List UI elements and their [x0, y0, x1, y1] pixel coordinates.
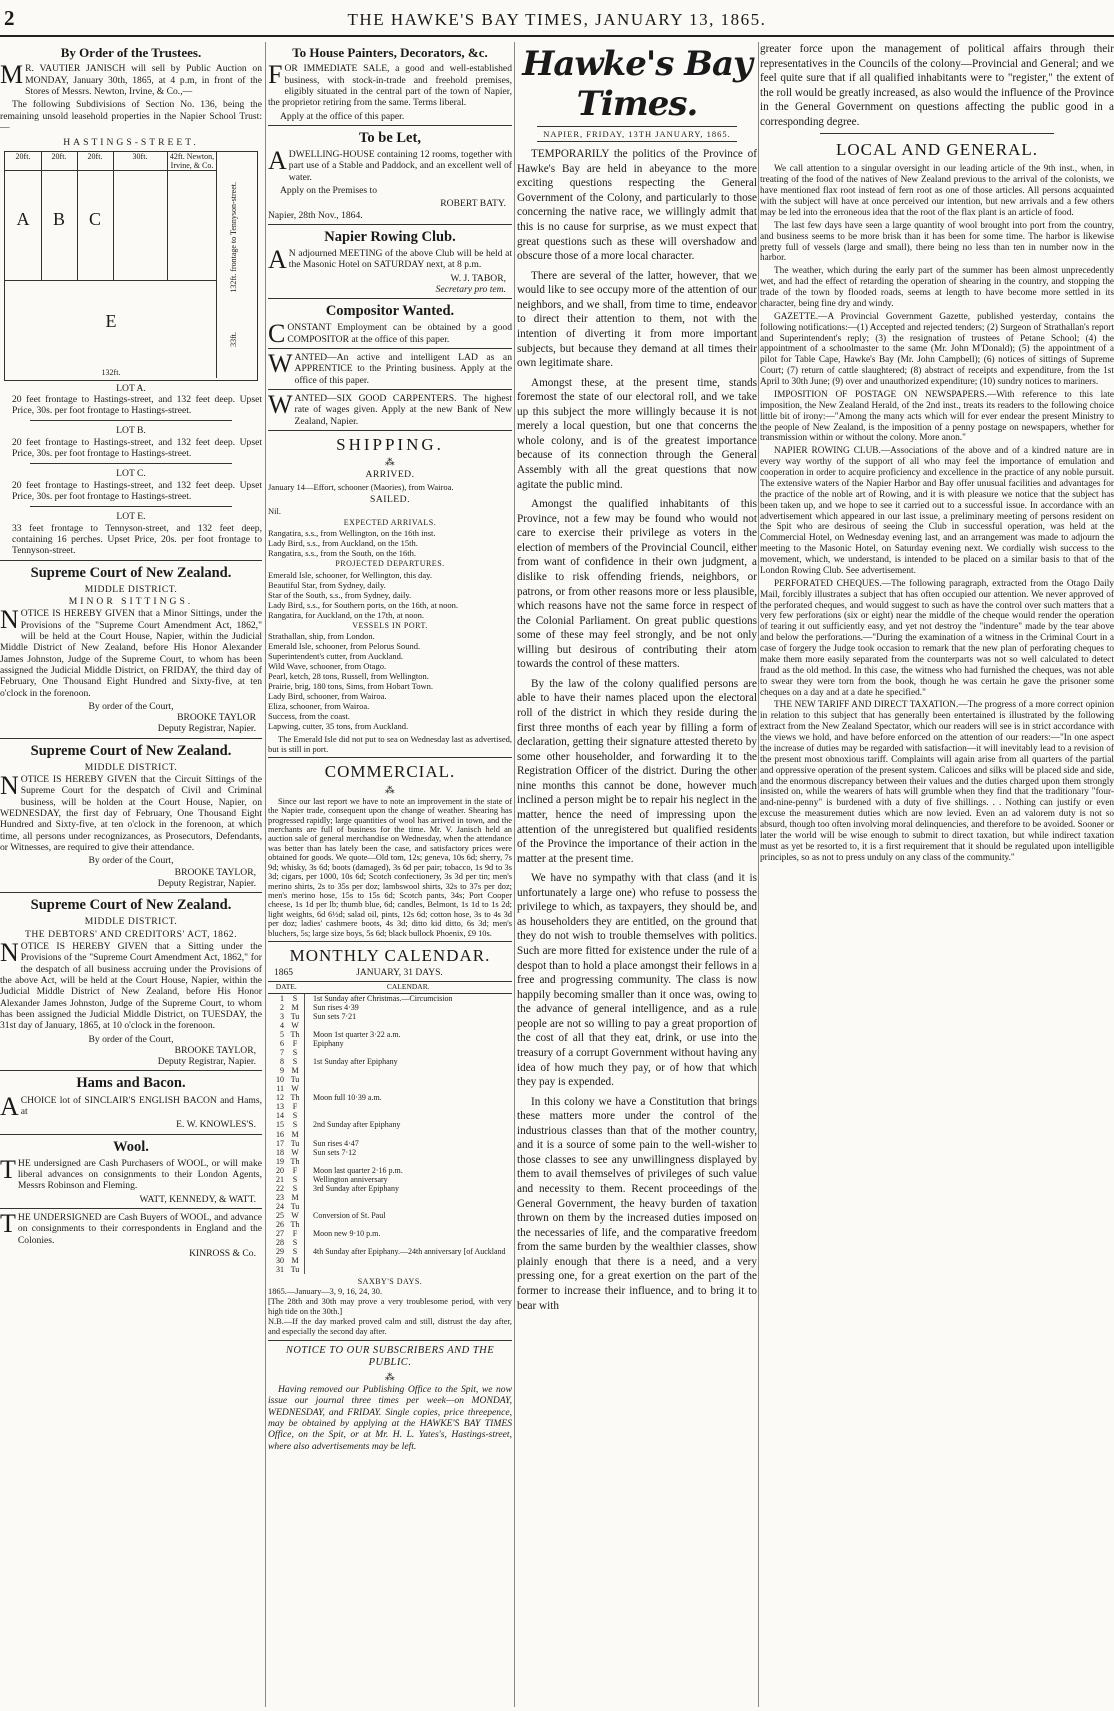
calendar-weekday: W	[286, 1148, 305, 1157]
calendar-event	[305, 1102, 513, 1111]
calendar-event: 1st Sunday after Epiphany	[313, 1057, 398, 1067]
calendar-row	[268, 1157, 512, 1166]
vessel-in-port: Strathallan, ship, from London.	[268, 631, 375, 642]
notice-to-subscribers: NOTICE TO OUR SUBSCRIBERS AND THE PUBLIC. ⁂ Having removed our Publishing Office to the Spit, we now issue our journal three times per week—on MONDAY, WEDNESDAY, and FRIDAY. Single copies, price threepence, may be obtained by applying at the HAWKE'S BAY TIMES Office, on the Spit, or at Mr. H. L. Yates's, Hastings-street, where also advertisements may be left.	[268, 1344, 512, 1452]
editorial-paragraph: There are several of the latter, however, that we would like to see occupy more of the attention of our neighbors, and we shall, from time to time, endeavor to direct their attention to them, not with the intention of diverting it from more important subjects, but because they demand at all times their own legitimate share.	[517, 269, 757, 370]
calendar-row	[268, 1111, 512, 1120]
calendar-event: Moon full 10·39 a.m.	[313, 1093, 382, 1103]
calendar-weekday: S	[286, 994, 305, 1004]
calendar-weekday: Tu	[286, 1012, 305, 1021]
news-item: PERFORATED CHEQUES.—The following paragraph, extracted from the Otago Daily Mail, forcibly illustrates a subject that has often occupied our attention. We never approved of the perforated cheques, and would suggest to such as have the control over such matters that a very few perforations (six or eight) near the middle of the cheque would render the operation of tearing it out sufficiently easy, and yet not destroy the "indenture" made by the tear above and below the perforations.—"During the examination of a witness in the Criminal Court in a case of forgery the Judge took occasion to remark that the new plan of perforating cheques to make them more easily separated from the counterparts was not so well calculated to detect fraud as the old method. In this case, the witness who had furnished the cheques, was not able to swear they were torn from the book, though he was certain he gave the prisoner some cheques on a day and at a date he specified."	[760, 578, 1114, 698]
calendar-day: 31	[276, 1264, 284, 1274]
calendar-event	[305, 1111, 513, 1120]
newspaper-nameplate: Hawke's Bay Times.	[522, 44, 752, 125]
calendar-weekday: S	[286, 1184, 305, 1193]
calendar-row	[268, 1102, 512, 1111]
calendar-row	[268, 1139, 512, 1148]
expected-arrival: Lady Bird, s.s., from Auckland, on the 15th.	[268, 538, 418, 549]
ad-rowing-club: Napier Rowing Club. A N adjourned MEETING of the above Club will be held at the Masonic Hotel on SATURDAY next, at 8 p.m. W. J. TABOR, Secretary pro tem.	[268, 228, 512, 295]
column-rule	[265, 42, 266, 1707]
calendar-row	[268, 1229, 512, 1238]
trustees-body: M R. VAUTIER JANISCH will sell by Public Auction on MONDAY, January 30th, 1865, at 4 p.m, in front of the Stores of Messrs. Newton, Irvine, & Co.,—	[0, 60, 262, 97]
calendar-weekday: S	[286, 1048, 305, 1057]
masthead	[0, 0, 1114, 40]
calendar-row	[268, 1084, 512, 1093]
calendar-weekday: S	[286, 1057, 305, 1066]
calendar-event: Moon 1st quarter 3·22 a.m.	[313, 1030, 401, 1040]
calendar-event: 1st Sunday after Christmas.—Circumcision	[313, 994, 453, 1004]
editorial-paragraph: By the law of the colony qualified persons are able to have their names placed upon the electoral roll of the district in which they reside during the first three months of each year by filling a form of declaration, getting their signature attested thereto by some other householder, and forwarding it to the Registration Officer of the district. During the other nine months this cannot be done, however much inclined a person might be to repair his neglect in the matter, hence the need of impressing upon the attention of the unregistered but qualified residents of the Province the importance of their action in the matter at the present time.	[517, 677, 757, 865]
calendar-day: 29	[276, 1246, 284, 1256]
vessel-in-port: Pearl, ketch, 28 tons, Russell, from Wellington.	[268, 671, 429, 682]
news-item: GAZETTE.—A Provincial Government Gazette, published yesterday, contains the following notifications:—(1) Accepted and rejected tenders; (2) Surgeon of Strathallan's report and Superintendent's reply; (3) the resignation of trustees of Petane School; (4) the appointment of a schoolmaster to the same (Mr. John M'Donald); (5) the appointment of a pilot for Table Cape, Hawke's Bay (Mr. John Campbell); (6) notices of sittings of Supreme Court; (7) return of cattle slaughtered; (8) abstract of receipts and expenditure, from the 1st April to 30th June; (9) over and unauthorized expenditure; (10) sundry notices to mariners.	[760, 311, 1114, 388]
court-notice-circuit-sittings: Supreme Court of New Zealand. MIDDLE DISTRICT. NOTICE IS HEREBY GIVEN that the Circuit Sittings of the Supreme Court for the despatch of Civil and Criminal business, will be holden at the Court House, Napier, on WEDNESDAY, the first day of February, One Thousand Eight Hundred and Sixty-five, at ten o'clock in the forenoon, at which time, all persons under recognizances, as Prosecutors, Defendants, or Witnesses, are required to give their attendance. By order of the Court, BROOKE TAYLOR, Deputy Registrar, Napier.	[0, 742, 262, 889]
page-number: 2	[4, 6, 15, 30]
ad-house-painters: To House Painters, Decorators, &c. FOR IMMEDIATE SALE, a good and well-established business, with stock-in-trade and freehold premises, eligibly situated in the central part of the town of Napier, the proprietor retiring from the same. Terms liberal. Apply at the office of this paper.	[268, 45, 512, 122]
projected-departure: Lady Bird, s.s., for Southern ports, on the 16th, at noon.	[268, 599, 459, 610]
calendar-event: Sun sets 7·12	[313, 1147, 357, 1157]
calendar-row	[268, 1175, 512, 1184]
calendar-event	[305, 1193, 513, 1202]
calendar-day: 30	[276, 1255, 284, 1265]
calendar-day: 13	[276, 1102, 284, 1112]
calendar-day: 21	[276, 1174, 284, 1184]
calendar-weekday: S	[286, 1238, 305, 1247]
calendar-row	[268, 1193, 512, 1202]
expected-arrival: Rangatira, s.s., from the South, on the 16th.	[268, 548, 417, 559]
calendar-weekday: Th	[286, 1220, 305, 1229]
calendar-event: Sun rises 4·47	[313, 1138, 359, 1148]
news-item: The last few days have seen a large quantity of wool brought into port from the country, and business seems to be more brisk than it has been for some time. The harbor is likewise pretty full of vessels (large and small), there being no less than ten in number now in the harbor.	[760, 220, 1114, 264]
calendar-weekday: M	[286, 1003, 305, 1012]
news-item: IMPOSITION OF POSTAGE ON NEWSPAPERS.—With reference to this late imposition, the New Zealand Herald, of the 2nd inst., treats its readers to the following choice little bit of irony:—"Among the many acts which will for ever endear the present Ministry to the people of New Zealand, is the imposition of a penny postage on newspapers, whether for transmission within or without the colony. More anon."	[760, 389, 1114, 444]
calendar-day: 27	[276, 1228, 284, 1238]
projected-departure: Beautiful Star, from Sydney, daily.	[268, 579, 386, 590]
masthead-rule	[0, 35, 1114, 37]
calendar-weekday: Tu	[286, 1075, 305, 1084]
calendar-event	[305, 1048, 513, 1057]
calendar-day: 19	[276, 1156, 284, 1166]
calendar-day: 8	[280, 1057, 284, 1067]
projected-departure: Star of the South, s.s., from Sydney, daily.	[268, 589, 412, 600]
column-2	[268, 42, 512, 1707]
ad-carpenters: WANTED—SIX GOOD CARPENTERS. The highest rate of wages given. Apply at the new Bank of New Zealand, Napier.	[268, 389, 512, 427]
calendar-day: 12	[276, 1093, 284, 1103]
editorial-continuation: greater force upon the management of political affairs through their representatives in the Councils of the colony—Provincial and General; and we feel quite sure that if all qualified inhabitants were to "register," the extent of the roll would be greatly increased, as also would the influence of the Province in the General Government on questions affecting the public good in a corresponding degree.	[760, 43, 1114, 128]
calendar-event	[305, 1202, 513, 1211]
local-and-general-title: LOCAL AND GENERAL.	[836, 140, 1038, 160]
calendar-weekday: F	[286, 1229, 305, 1238]
calendar-day: 7	[280, 1048, 284, 1058]
calendar-event	[305, 1130, 513, 1139]
editorial-paragraph: We have no sympathy with that class (and it is unfortunately a large one) who refuse to possess the privilege to which, as taxpayers, they should be, and as householders they are entitled, on the ground that they do not wish to trouble themselves with politics. Such are more fitted for existence under the rule of a despot than to hold a place amongst their fellows in a free and progressing community. The class is now happily becoming smaller than it once was, owing to the advance of general intelligence, and as a rule people are not so willing to pay a great proportion of the cost of all that they eat, drink, or use into the treasury of a corrupt Government without having any idea of how much they pay, or of how that which they pay is expended.	[517, 872, 757, 1089]
ad-compositor: Compositor Wanted. CONSTANT Employment can be obtained by a good COMPOSITOR at the office of this paper.	[268, 303, 512, 349]
calendar-event	[305, 1066, 513, 1075]
column-rule	[514, 42, 515, 1707]
court-notice-minor-sittings: Supreme Court of New Zealand. MIDDLE DISTRICT. MINOR SITTINGS. NOTICE IS HEREBY GIVEN that a Minor Sittings, under the Provisions of the "Supreme Court Amendment Act, 1862," will be held at the Court House, Napier, within the Judicial Middle District of New Zealand, before His Honor Alexander James Johnston, Judge of the Supreme Court, to whom has been assigned the Judicial Middle District, on FRIDAY, the third day of February, One Thousand Eight Hundred and Sixty-five, at ten o'clock in the forenoon. By order of the Court, BROOKE TAYLOR Deputy Registrar, Napier.	[0, 564, 262, 735]
calendar-event: 2nd Sunday after Epiphany	[313, 1120, 401, 1130]
news-item: The weather, which during the early part of the summer has been almost unprecedently wet, and had the effect of retarding the operation of shearing in the country, and stopping the trade of the town by flooded roads, seems at length to have become more settled in its character, being fine dry and windy.	[760, 266, 1114, 309]
vessel-in-port: Prairie, brig, 180 tons, Sims, from Hobart Town.	[268, 681, 433, 692]
calendar-weekday: F	[286, 1166, 305, 1175]
calendar-weekday: Th	[286, 1093, 305, 1102]
calendar-weekday: Th	[286, 1157, 305, 1166]
calendar-event: Sun sets 7·21	[313, 1012, 357, 1022]
calendar-weekday: M	[286, 1256, 305, 1265]
calendar-row	[268, 1130, 512, 1139]
calendar-weekday: M	[286, 1130, 305, 1139]
vessel-in-port: Emerald Isle, schooner, from Pelorus Sound.	[268, 641, 421, 652]
calendar-day: 17	[276, 1138, 284, 1148]
calendar-row	[268, 1093, 512, 1102]
calendar-row	[268, 1184, 512, 1193]
calendar-day: 16	[276, 1129, 284, 1139]
calendar-row	[268, 1075, 512, 1084]
news-item: We call attention to a singular oversight in our leading article of the 9th inst., when, in treating of the food of the natives of New Zealand previous to the arrival of the colonists, we have mentioned flax root instead of fern root as one of those articles. All persons acquainted with the subject will have at once perceived our intention, but new arrivals and a few others may be led into the erroneous idea that the root of the flax plant is an article of food.	[760, 164, 1114, 218]
calendar-month: JANUARY, 31 DAYS.	[356, 967, 443, 978]
monthly-calendar: MONTHLY CALENDAR. 1865 JANUARY, 31 DAYS. DATE. CALENDAR. 1 S 1st Sunday after Christmas.—Circumcision 2 M Sun rises 4·39 3 Tu Sun sets 7·21 4 W 5 Th Moon 1st quarter 3·22 a.m. 6 F Epiphany 7 S 8 S 1st Sunday after Epiphany 9 M 10 Tu 11 W 12 Th Moon full 10·39 a.m. 13 F 14 S 15 S 2nd Sunday after Epiphany 16 M 17 Tu Sun rises 4·47 18 W Sun sets 7·12 19 Th 20 F Moon last quarter 2·16 p.m. 21 S Wellington anniversary 22 S 3rd Sunday after Epiphany 23 M 24 Tu 25 W Conversion of St. Paul 26 Th 27 F Moon new 9·10 p.m. 28 S 29 S 4th Sunday after Epiphany.—24th anniversary [of Auckland 30 M 31 Tu SAXBY'S DAYS. 1865.—January—3, 9, 16, 24, 30. [The 28th and 30th may prove a very troublesome period, with very high tide on the 30th.] N.B.—If the day marked proved calm and still, distrust the day after, and especially the second day after.	[268, 945, 512, 1337]
column-3	[517, 42, 757, 1707]
calendar-event: Moon last quarter 2·16 p.m.	[313, 1165, 403, 1175]
calendar-weekday: M	[286, 1066, 305, 1075]
calendar-day: 11	[276, 1084, 284, 1094]
trustees-title: By Order of the Trustees.	[60, 45, 202, 60]
expected-arrival: Rangatira, s.s., from Wellington, on the 16th inst.	[268, 528, 436, 539]
local-and-general	[760, 164, 1114, 863]
calendar-row	[268, 1238, 512, 1247]
calendar-event	[305, 1220, 513, 1229]
calendar-weekday: S	[286, 1247, 305, 1256]
running-title: THE HAWKE'S BAY TIMES, JANUARY 13, 1865.	[347, 10, 767, 29]
vessel-in-port: Lapwing, cutter, 35 tons, from Auckland.	[268, 721, 409, 732]
calendar-day: 24	[276, 1201, 284, 1211]
plan-side-frontage: 132ft. frontage to Tennyson-street. 33ft.	[216, 152, 257, 378]
column-rule	[758, 42, 759, 1707]
vessel-in-port: Eliza, schooner, from Wairoa.	[268, 701, 370, 712]
calendar-event	[305, 1265, 513, 1274]
calendar-event: Moon new 9·10 p.m.	[313, 1228, 381, 1238]
lot-c: LOT C. 20 feet frontage to Hastings-street, and 132 feet deep. Upset Price, 30s. per foot frontage to Hastings-street.	[12, 468, 262, 503]
plan-lot-e: E 132ft.	[5, 280, 217, 379]
calendar-row	[268, 1039, 512, 1048]
calendar-day: 1	[280, 994, 284, 1004]
column-1	[0, 42, 262, 1707]
news-item: NAPIER ROWING CLUB.—Associations of the above and of a kindred nature are in every way worthy of the support of all who may feel the importance of emulation and cooperation in order to acquire proficiency and excellence in the practice of any noble pursuit. The extensive waters of the Napier Harbor and Bay offer unusual facilities and advantages for the practice of the noble art of Rowing, and it is with pleasure we notice that the subject has been taken up, and we hope to see it carried out to a successful issue. In accordance with an advertisement which appeared in our last issue, a preliminary meeting of persons resident on the Spit who are desirous of seeing the Club in successful operation, was held at the Commercial Hotel, on Wednesday evening last, and an arrangement was made to adjourn the meeting to the Masonic Hotel, on Saturday evening next. We cordially wish success to the movement, which, we understand, is intended to be placed on a similar basis to that of the London Rowing Club. See advertisement.	[760, 446, 1114, 576]
calendar-day: 5	[280, 1030, 284, 1040]
calendar-row	[268, 1120, 512, 1129]
calendar-event	[305, 1157, 513, 1166]
calendar-event: 3rd Sunday after Epiphany	[313, 1183, 399, 1193]
calendar-event: Conversion of St. Paul	[313, 1210, 386, 1220]
vessel-in-port: Success, from the coast.	[268, 711, 350, 722]
calendar-weekday: Tu	[286, 1202, 305, 1211]
plan-cell: 20ft. C	[77, 152, 114, 280]
calendar-year: 1865	[274, 967, 293, 978]
editorial-paragraph: TEMPORARILY the politics of the Province of Hawke's Bay are held in abeyance to the more exciting questions respecting the General Government of the Colony, and particularly to those concerning the native race, we willingly admit that this is no cause for surprise, as we must expect that great questions such as these will overshadow and obscure those of a more local character.	[517, 148, 757, 263]
court-notice-debtors-act: Supreme Court of New Zealand. MIDDLE DISTRICT. THE DEBTORS' AND CREDITORS' ACT, 1862. NOTICE IS HEREBY GIVEN that a Sitting under the Provisions of the "Supreme Court Amendment Act, 1862," for the despatch of all business accruing under the Provisions of the above Act, will be held at the Court House, Napier, within the Judicial Middle District of New Zealand, before His Honor Alexander James Johnston, Judge of the Supreme Court, to whom has been assigned the Judicial Middle District, on TUESDAY, the 31st day of January, 1865, at 10 o'clock in the forenoon. By order of the Court, BROOKE TAYLOR, Deputy Registrar, Napier.	[0, 897, 262, 1068]
dateline: NAPIER, FRIDAY, 13TH JANUARY, 1865.	[543, 129, 731, 140]
calendar-day: 23	[276, 1192, 284, 1202]
trustees-body-2: The following Subdivisions of Section No. 136, being the remaining unsold leasehold properties in the Napier School Trust:—	[0, 99, 262, 133]
calendar-row	[268, 1265, 512, 1274]
calendar-row	[268, 1021, 512, 1030]
ad-hams-bacon: Hams and Bacon. ACHOICE lot of SINCLAIR'S ENGLISH BACON and Hams, at E. W. KNOWLES'S.	[0, 1075, 262, 1131]
calendar-weekday: M	[286, 1193, 305, 1202]
plan-cell: 20ft. B	[41, 152, 78, 280]
vessel-in-port: Superintendent's cutter, from Auckland.	[268, 651, 404, 662]
calendar-day: 2	[280, 1003, 284, 1013]
editorial	[517, 147, 757, 1313]
calendar-row	[268, 1211, 512, 1220]
calendar-weekday: Th	[286, 1030, 305, 1039]
calendar-row	[268, 1030, 512, 1039]
news-item: THE NEW TARIFF AND DIRECT TAXATION.—The progress of a more correct opinion in relation to this subject that has generally been entertained is illustrated by the following extract from the New Zealand Spectator, which our readers will see is in strict accordance with the views we hold, and have before enforced on the attention of our readers:—"In one aspect the increase of duties may be regarded with satisfaction—it will inevitably lead to a revision of the present most obnoxious tariff. Complaints will again arise from all quarters of the partial and oppressive operation of the present system. Calicoes and silks will be placed side and side, and the enormous discrepancy between their values and the duties charged upon them strongly insisted on, while the wearers of hats will grumble when they find that the traditionary "four-and-nine-penny" is burdened with a duty of five shillings. . . Nothing can justify or even excuse the measurement duties which are now levied. Even an ad valorem duty is not so absurd, though too often involving moral delinquencies, and therefore to be avoided. Sooner or later the world will be wise enough to submit to direct taxation, but while indirect taxation must as yet be resorted to, it is a first requirement that it should be regulated upon intelligible principles, so as not to press unduly on any class of the community."	[760, 700, 1114, 863]
calendar-day: 10	[276, 1075, 284, 1085]
column-4	[760, 42, 1114, 1707]
calendar-event	[305, 1021, 513, 1030]
calendar-day: 20	[276, 1165, 284, 1175]
calendar-day: 18	[276, 1147, 284, 1157]
calendar-event: Wellington anniversary	[313, 1174, 388, 1184]
calendar-weekday: S	[286, 1120, 305, 1129]
lot-a: LOT A. 20 feet frontage to Hastings-street, and 132 feet deep. Upset Price, 30s. per foot frontage to Hastings-street.	[12, 382, 262, 417]
calendar-weekday: W	[286, 1021, 305, 1030]
calendar-row	[268, 1148, 512, 1157]
calendar-event	[305, 1256, 513, 1265]
shipping-section: SHIPPING. ⁂ ARRIVED. January 14—Effort, schooner (Maories), from Wairoa. SAILED. Nil. EXPECTED ARRIVALS. Rangatira, s.s., from Wellington, on the 16th inst. Lady Bird, s.s., from Auckland, on the 15th. Rangatira, s.s., from the South, on the 16th. PROJECTED DEPARTURES. Emerald Isle, schooner, for Wellington, this day. Beautiful Star, from Sydney, daily. Star of the South, s.s., from Sydney, daily. Lady Bird, s.s., for Southern ports, on the 16th, at noon. Rangatira, for Auckland, on the 17th, at noon. VESSELS IN PORT. Strathallan, ship, from London. Emerald Isle, schooner, from Pelorus Sound. Superintendent's cutter, from Auckland. Wild Wave, schooner, from Otago. Pearl, ketch, 28 tons, Russell, from Wellington. Prairie, brig, 180 tons, Sims, from Hobart Town. Lady Bird, schooner, from Wairoa. Eliza, schooner, from Wairoa. Success, from the coast. Lapwing, cutter, 35 tons, from Auckland. The Emerald Isle did not put to sea on Wednesday last as advertised, but is still in port.	[268, 434, 512, 755]
calendar-day: 9	[280, 1066, 284, 1076]
editorial-paragraph: Amongst the qualified inhabitants of this Province, not a few may be found who would not care to exercise their privilege as voters in the election of members of the Provincial Council, either from want of confidence in their own judgment, a dislike to risk offending friends, neighbors, or patrons, or from other reasons more or less plausible, which reasons have not the same force in respect of the Colonial Parliament. On great public questions some of these may feel strongly, and be not only willing but desirous of contributing their atom towards the control of these matters.	[517, 498, 757, 671]
ad-apprentice: WANTED—An active and intelligent LAD as an APPRENTICE to the Printing business. Apply at the office of this paper.	[268, 348, 512, 386]
calendar-weekday: Tu	[286, 1265, 305, 1274]
calendar-day: 26	[276, 1219, 284, 1229]
calendar-weekday: F	[286, 1039, 305, 1048]
plan-cell: 42ft. Newton, Irvine, & Co.	[167, 152, 217, 280]
calendar-event: Epiphany	[313, 1039, 344, 1049]
editorial-paragraph: Amongst these, at the present time, stands foremost the state of our electoral roll, and we take up this subject the more willingly because it is not merely a local question, but one that concerns the whole colony, and is of the greatest importance because of its connection through the General Assembly with all the great questions that now agitate the public mind.	[517, 376, 757, 491]
calendar-rows	[268, 994, 512, 1274]
vessel-in-port: Wild Wave, schooner, from Otago.	[268, 661, 387, 672]
calendar-weekday: F	[286, 1102, 305, 1111]
lot-plan	[4, 151, 258, 381]
calendar-row	[268, 1202, 512, 1211]
street-label: HASTINGS-STREET.	[63, 137, 199, 149]
calendar-event	[305, 1075, 513, 1084]
commercial-section: COMMERCIAL. ⁂ Since our last report we have to note an improvement in the state of the Napier trade, consequent upon the change of weather. Shearing has progressed rapidly; large quantities of wool has arrived in town, and the merchants are full of business for the time. Mr. V. Janisch held an auction sale of general merchandise on Wednesday, when the attendance was better than has lately been the case, and satisfactory prices were obtained for goods. We quote—Old tom, 12s; geneva, 10s 6d; sherry, 7s 9d; whisky, 3s 6d; boots (damaged), 3s 6d per pair; tobacco, 1s 9d to 3s 3d; cigars, per 1000, 10s 6d; Scotch confectionery, 3s 3d per tin; men's merino shirts, 2s to 35s per doz; lambswool shirts, 32s to 37s per doz; men's merino hose, 15s to 15s 6d; Scotch pants, 34s; Port Cooper cheese, 1s 1d per lb; thumb blue, 6d; candles, Belmont, 1s 1d to 1s 2d; light weights, 6d 6½d; salad oil, pints, 12s 6d; cotton hose, 3s to 4s 3d per doz; ladies' cashmere boots, 4s 3d; ditto kid ditto, 6s 3d; men's bluchers, 5s; large size boys, 5s 6d; black bullock Phoenix, £9 10s.	[268, 762, 512, 938]
calendar-day: 15	[276, 1120, 284, 1130]
lot-b: LOT B. 20 feet frontage to Hastings-street, and 132 feet deep. Upset Price, 30s. per foot frontage to Hastings-street.	[12, 425, 262, 460]
calendar-day: 22	[276, 1183, 284, 1193]
calendar-day: 6	[280, 1039, 284, 1049]
calendar-row	[268, 1256, 512, 1265]
calendar-event	[305, 1084, 513, 1093]
calendar-day: 25	[276, 1210, 284, 1220]
calendar-weekday: W	[286, 1084, 305, 1093]
plan-cell: 30ft.	[113, 152, 168, 280]
calendar-event: Sun rises 4·39	[313, 1003, 359, 1013]
calendar-row	[268, 1066, 512, 1075]
calendar-event	[305, 1238, 513, 1247]
calendar-day: 4	[280, 1021, 284, 1031]
calendar-weekday: S	[286, 1111, 305, 1120]
calendar-row	[268, 1012, 512, 1021]
plan-cell: 20ft. A	[5, 152, 42, 280]
ad-to-be-let: To be Let, ADWELLING-HOUSE containing 12 rooms, together with part use of a Stable and Paddock, and an excellent well of water. Apply on the Premises to ROBERT BATY. Napier, 28th Nov., 1864.	[268, 129, 512, 221]
calendar-row	[268, 1166, 512, 1175]
calendar-event: 4th Sunday after Epiphany.—24th anniversary [of Auckland	[313, 1246, 506, 1256]
calendar-row	[268, 1247, 512, 1256]
editorial-paragraph: In this colony we have a Constitution that brings these matters more under the control of the industrious classes than that of the mother country, and it is a source of some pain to the well-wisher to those classes to see any unwillingness displayed by them to avail themselves of privileges of such value and necessity to them. Recent proceedings of the General Government, the heavy burden of taxation thrown on them by the increased duties imposed on the necessaries of life, and the comparative freedom from the same burden by the wealthier classes, show plainly enough that there is a need, and a very pressing one, for a great exertion on the part of the former to increase their influence, and to bring it to bear with	[517, 1095, 757, 1312]
calendar-table: DATE. CALENDAR. 1 S 1st Sunday after Christmas.—Circumcision 2 M Sun rises 4·39 3 Tu Sun sets 7·21 4 W 5 Th Moon 1st quarter 3·22 a.m. 6 F Epiphany 7 S 8 S 1st Sunday after Epiphany 9 M 10 Tu 11 W 12 Th Moon full 10·39 a.m. 13 F 14 S 15 S 2nd Sunday after Epiphany 16 M 17 Tu Sun rises 4·47 18 W Sun sets 7·12 19 Th 20 F Moon last quarter 2·16 p.m. 21 S Wellington anniversary 22 S 3rd Sunday after Epiphany 23 M 24 Tu 25 W Conversion of St. Paul 26 Th 27 F Moon new 9·10 p.m. 28 S 29 S 4th Sunday after Epiphany.—24th anniversary [of Auckland 30 M 31 Tu	[268, 981, 512, 1274]
calendar-day: 28	[276, 1237, 284, 1247]
ad-wool: Wool. THE undersigned are Cash Purchasers of WOOL, or will make liberal advances on consignments to their London Agents, Messrs Robinson and Fleming. WATT, KENNEDY, & WATT. THE UNDERSIGNED are Cash Buyers of WOOL, and advance on consignments to their correspondents in England and the Colonies. KINROSS & Co.	[0, 1138, 262, 1259]
calendar-day: 3	[280, 1012, 284, 1022]
lot-e: LOT E. 33 feet frontage to Tennyson-street, and 132 feet deep, containing 16 perches. Upset Price, 20s. per foot frontage to Tennyson-street.	[12, 511, 262, 557]
calendar-row	[268, 994, 512, 1004]
calendar-weekday: Tu	[286, 1139, 305, 1148]
drop-cap: M	[0, 60, 24, 90]
calendar-row	[268, 1220, 512, 1229]
projected-departure: Rangatira, for Auckland, on the 17th, at noon.	[268, 609, 425, 620]
calendar-weekday: W	[286, 1211, 305, 1220]
calendar-weekday: S	[286, 1175, 305, 1184]
calendar-row	[268, 1003, 512, 1012]
calendar-row	[268, 1057, 512, 1066]
projected-departure: Emerald Isle, schooner, for Wellington, this day.	[268, 569, 432, 580]
calendar-day: 14	[276, 1111, 284, 1121]
calendar-row	[268, 1048, 512, 1057]
vessel-in-port: Lady Bird, schooner, from Wairoa.	[268, 691, 387, 702]
